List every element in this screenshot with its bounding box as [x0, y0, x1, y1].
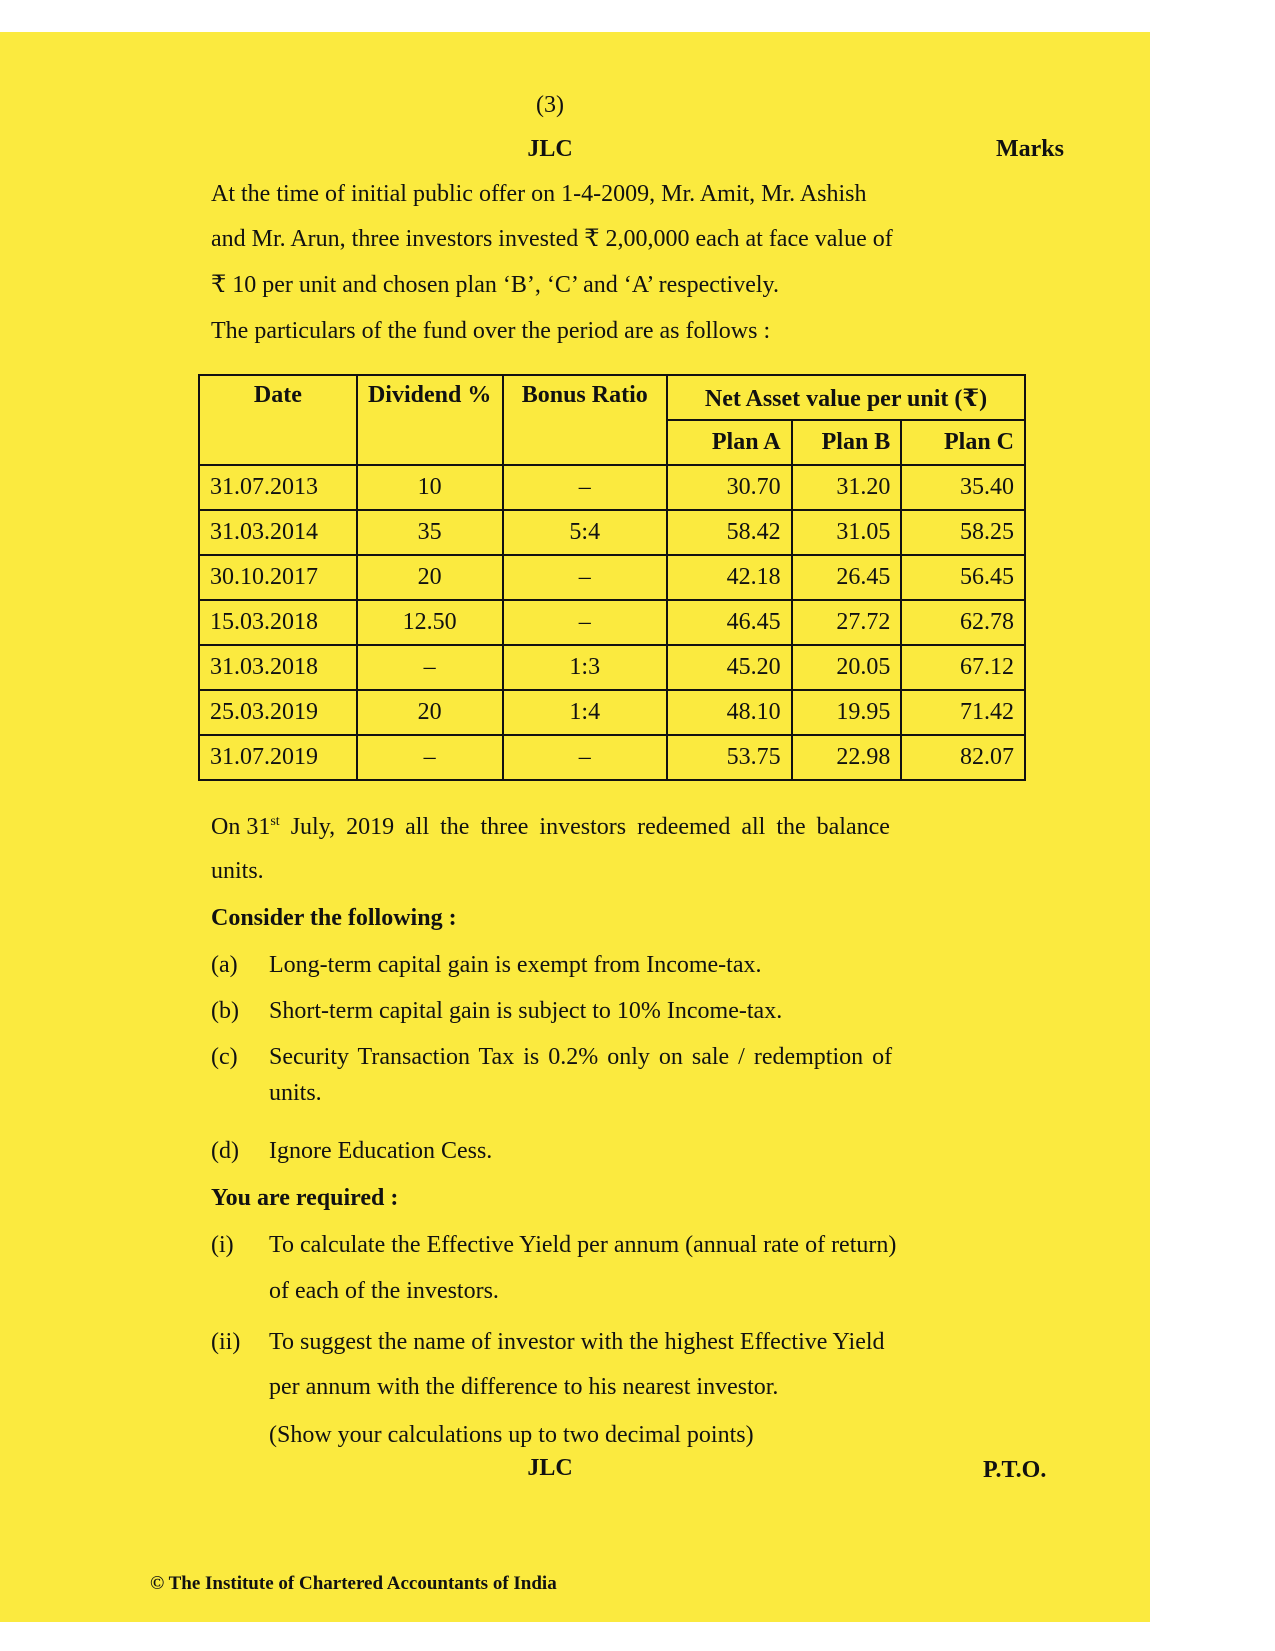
- intro-line-1: At the time of initial public offer on 1-4-2009, Mr. Amit, Mr. Ashish: [211, 181, 867, 207]
- cell-date: 15.03.2018: [199, 600, 357, 645]
- cell-plan-a: 48.10: [667, 690, 792, 735]
- consider-item-a-label: (a): [211, 952, 238, 978]
- consider-item-d-label: (d): [211, 1138, 239, 1164]
- table-row: [199, 735, 1025, 780]
- cell-dividend: –: [357, 735, 503, 780]
- col-header-plan-a: Plan A: [667, 420, 792, 465]
- paper-code-bottom: JLC: [527, 1455, 573, 1481]
- table-row: [199, 510, 1025, 555]
- table-row: [199, 645, 1025, 690]
- col-header-plan-b: Plan B: [792, 420, 902, 465]
- cell-plan-c: 56.45: [901, 555, 1025, 600]
- col-header-dividend: Dividend %: [357, 375, 503, 465]
- cell-plan-c: 82.07: [901, 735, 1025, 780]
- cell-plan-c: 62.78: [901, 600, 1025, 645]
- cell-plan-b: 19.95: [792, 690, 902, 735]
- cell-date: 30.10.2017: [199, 555, 357, 600]
- cell-plan-c: 71.42: [901, 690, 1025, 735]
- required-heading: You are required :: [211, 1185, 399, 1211]
- cell-plan-b: 20.05: [792, 645, 902, 690]
- required-item-i-cont: of each of the investors.: [269, 1278, 499, 1304]
- consider-heading: Consider the following :: [211, 905, 457, 931]
- consider-item-a: Long-term capital gain is exempt from Income-tax.: [269, 952, 762, 978]
- cell-plan-a: 46.45: [667, 600, 792, 645]
- cell-plan-a: 45.20: [667, 645, 792, 690]
- cell-bonus: 5:4: [503, 510, 667, 555]
- cell-date: 31.03.2014: [199, 510, 357, 555]
- intro-line-3: ₹ 10 per unit and chosen plan ‘B’, ‘C’ and ‘A’ respectively.: [211, 272, 779, 298]
- cell-plan-b: 31.05: [792, 510, 902, 555]
- cell-bonus: 1:4: [503, 690, 667, 735]
- fund-particulars-table: [198, 374, 1026, 781]
- cell-date: 25.03.2019: [199, 690, 357, 735]
- cell-plan-a: 53.75: [667, 735, 792, 780]
- cell-plan-b: 26.45: [792, 555, 902, 600]
- consider-item-c-cont: units.: [269, 1080, 322, 1106]
- table-header-row: [199, 375, 1025, 420]
- cell-bonus: 1:3: [503, 645, 667, 690]
- cell-plan-b: 22.98: [792, 735, 902, 780]
- cell-dividend: –: [357, 645, 503, 690]
- cell-dividend: 12.50: [357, 600, 503, 645]
- paper-code-top: JLC: [527, 136, 573, 162]
- cell-plan-c: 35.40: [901, 465, 1025, 510]
- cell-plan-b: 27.72: [792, 600, 902, 645]
- cell-plan-b: 31.20: [792, 465, 902, 510]
- pto-label: P.T.O.: [983, 1457, 1047, 1483]
- col-header-plan-c: Plan C: [901, 420, 1025, 465]
- page-number: (3): [536, 92, 564, 118]
- required-item-ii: To suggest the name of investor with the highest Effective Yield: [269, 1329, 885, 1355]
- cell-bonus: –: [503, 735, 667, 780]
- col-header-bonus: Bonus Ratio: [503, 375, 667, 465]
- consider-item-b: Short-term capital gain is subject to 10% Income-tax.: [269, 998, 783, 1024]
- consider-item-c-label: (c): [211, 1044, 238, 1070]
- cell-plan-a: 58.42: [667, 510, 792, 555]
- cell-date: 31.07.2019: [199, 735, 357, 780]
- col-header-date: Date: [199, 375, 357, 465]
- table-row: [199, 600, 1025, 645]
- cell-bonus: –: [503, 465, 667, 510]
- cell-plan-a: 30.70: [667, 465, 792, 510]
- required-item-i-label: (i): [211, 1232, 234, 1258]
- copyright-notice: © The Institute of Chartered Accountants of India: [150, 1573, 557, 1594]
- required-item-ii-cont: per annum with the difference to his nearest investor.: [269, 1374, 779, 1400]
- consider-item-c: Security Transaction Tax is 0.2% only on sale / redemption of: [269, 1044, 893, 1070]
- cell-plan-c: 67.12: [901, 645, 1025, 690]
- cell-plan-c: 58.25: [901, 510, 1025, 555]
- calculation-note: (Show your calculations up to two decimal points): [269, 1422, 754, 1448]
- cell-plan-a: 42.18: [667, 555, 792, 600]
- redemption-line-1: On 31st July, 2019 all the three investors redeemed all the balance: [211, 814, 890, 840]
- consider-item-b-label: (b): [211, 998, 239, 1024]
- intro-line-2: and Mr. Arun, three investors invested ₹ 2,00,000 each at face value of: [211, 226, 893, 252]
- consider-item-d: Ignore Education Cess.: [269, 1138, 493, 1164]
- required-item-ii-label: (ii): [211, 1329, 241, 1355]
- cell-dividend: 20: [357, 555, 503, 600]
- cell-dividend: 10: [357, 465, 503, 510]
- marks-label: Marks: [996, 136, 1064, 162]
- cell-bonus: –: [503, 555, 667, 600]
- table-row: [199, 555, 1025, 600]
- cell-date: 31.03.2018: [199, 645, 357, 690]
- table-row: [199, 690, 1025, 735]
- cell-dividend: 20: [357, 690, 503, 735]
- required-item-i: To calculate the Effective Yield per annum (annual rate of return): [269, 1232, 897, 1258]
- cell-bonus: –: [503, 600, 667, 645]
- cell-date: 31.07.2013: [199, 465, 357, 510]
- table-row: [199, 465, 1025, 510]
- cell-dividend: 35: [357, 510, 503, 555]
- redemption-line-2: units.: [211, 858, 264, 884]
- col-header-nav: Net Asset value per unit (₹): [667, 375, 1025, 420]
- intro-line-4: The particulars of the fund over the period are as follows :: [211, 318, 771, 344]
